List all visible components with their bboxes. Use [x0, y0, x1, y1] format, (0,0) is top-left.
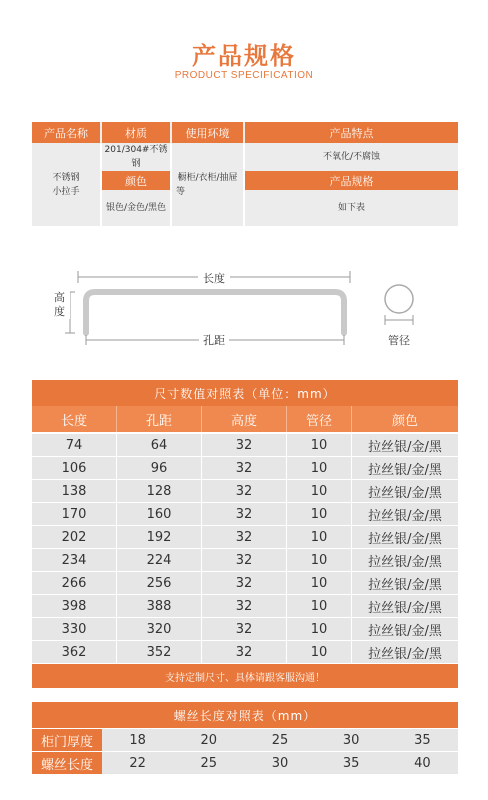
- table-cell: 10: [287, 641, 352, 663]
- table-cell: 拉丝银/金/黑: [368, 508, 442, 524]
- table-cell: 224: [117, 549, 202, 571]
- table-cell: 拉丝银/金/黑: [368, 439, 442, 455]
- table-cell: 10: [287, 549, 352, 571]
- table-cell: 32: [202, 641, 287, 663]
- height-label: 高度: [54, 291, 70, 319]
- product-name-line2: 小拉手: [52, 186, 80, 197]
- table-row: [32, 457, 458, 479]
- screw-row-label: 螺丝长度: [32, 752, 102, 774]
- header-length: 长度: [32, 406, 117, 432]
- spec-table: [32, 122, 458, 226]
- features-value: 不氧化/不腐蚀: [322, 152, 381, 162]
- material-header: 材质: [102, 122, 170, 143]
- screw-cell: 40: [414, 755, 431, 771]
- table-cell: 362: [32, 641, 117, 663]
- features-header: 产品特点: [245, 122, 458, 143]
- table-cell: 64: [117, 434, 202, 456]
- handle-shape: [86, 292, 344, 333]
- table-cell: 170: [32, 503, 117, 525]
- environment-line2: 等: [176, 186, 186, 197]
- size-table-title: 尺寸数值对照表（单位：mm）: [32, 380, 458, 406]
- header-color: 颜色: [391, 413, 418, 429]
- table-cell: 拉丝银/金/黑: [368, 623, 442, 639]
- material-value: 201/304#不锈钢: [104, 145, 168, 169]
- table-cell: 388: [117, 595, 202, 617]
- table-cell: 74: [32, 434, 117, 456]
- screw-cell: 35: [414, 732, 431, 748]
- table-cell: 320: [117, 618, 202, 640]
- table-cell: 256: [117, 572, 202, 594]
- environment-value: [172, 143, 243, 226]
- table-cell: 398: [32, 595, 117, 617]
- screw-cell: 22: [129, 755, 146, 771]
- hole-distance-label: 孔距: [199, 332, 229, 348]
- table-cell: 32: [202, 526, 287, 548]
- screw-table-title: 螺丝长度对照表（mm）: [32, 702, 458, 728]
- table-cell: 202: [32, 526, 117, 548]
- product-name-value: [32, 143, 100, 226]
- table-row: [32, 641, 458, 663]
- table-cell: 拉丝银/金/黑: [368, 462, 442, 478]
- product-name-header: 产品名称: [32, 122, 100, 143]
- table-row: [32, 434, 458, 456]
- table-cell: 拉丝银/金/黑: [368, 600, 442, 616]
- screw-cell: 25: [271, 732, 289, 748]
- table-row: [32, 480, 458, 502]
- table-row: [32, 595, 458, 617]
- table-cell: 32: [202, 434, 287, 456]
- table-cell: 10: [287, 503, 352, 525]
- environment-line1: 橱柜/衣柜/抽屉: [177, 172, 238, 183]
- table-cell: 拉丝银/金/黑: [368, 554, 442, 570]
- screw-cell: 30: [342, 732, 360, 748]
- screw-cell: 25: [200, 755, 218, 771]
- header-hole-distance: 孔距: [117, 406, 202, 432]
- table-cell: 拉丝银/金/黑: [368, 646, 442, 662]
- screw-cell: 35: [342, 755, 360, 771]
- table-cell: 10: [287, 572, 352, 594]
- table-cell: 330: [32, 618, 117, 640]
- spec-value: 如下表: [337, 203, 365, 213]
- screw-cell: 30: [271, 755, 289, 771]
- header-height: 高度: [202, 406, 287, 432]
- length-label: 长度: [198, 270, 230, 286]
- table-cell: 96: [117, 457, 202, 479]
- table-cell: 拉丝银/金/黑: [368, 485, 442, 501]
- size-table-footer: 支持定制尺寸、具体请跟客服沟通！: [32, 664, 458, 688]
- table-row: [32, 549, 458, 571]
- screw-row: [32, 752, 458, 774]
- table-cell: 32: [202, 457, 287, 479]
- header-diameter: 管径: [287, 406, 352, 432]
- screw-cell: 20: [200, 732, 218, 748]
- size-table-header: [32, 406, 458, 432]
- table-cell: 拉丝银/金/黑: [368, 577, 442, 593]
- table-cell: 10: [287, 526, 352, 548]
- table-cell: 32: [202, 480, 287, 502]
- table-cell: 拉丝银/金/黑: [368, 531, 442, 547]
- screw-row-label: 柜门厚度: [32, 729, 102, 751]
- screw-row: [32, 729, 458, 751]
- table-cell: 266: [32, 572, 117, 594]
- page-subtitle: PRODUCT SPECIFICATION: [174, 70, 314, 81]
- color-value: 银色/金色/黑色: [105, 203, 167, 213]
- tube-cross-section: [385, 285, 413, 313]
- environment-header: 使用环境: [172, 122, 243, 143]
- table-cell: 160: [117, 503, 202, 525]
- table-cell: 32: [202, 549, 287, 571]
- diameter-label: 管径: [388, 334, 410, 347]
- table-cell: 192: [117, 526, 202, 548]
- table-cell: 234: [32, 549, 117, 571]
- table-cell: 352: [117, 641, 202, 663]
- table-cell: 32: [202, 572, 287, 594]
- table-cell: 10: [287, 595, 352, 617]
- table-cell: 10: [287, 434, 352, 456]
- table-row: [32, 526, 458, 548]
- product-name-line1: 不锈钢: [52, 172, 80, 183]
- table-cell: 10: [287, 480, 352, 502]
- screw-cell: 18: [129, 732, 146, 748]
- table-row: [32, 503, 458, 525]
- page-title: 产品规格: [192, 42, 296, 70]
- table-row: [32, 618, 458, 640]
- spec-header: 产品规格: [245, 171, 458, 190]
- table-cell: 32: [202, 503, 287, 525]
- color-header: 颜色: [102, 171, 170, 190]
- table-cell: 128: [117, 480, 202, 502]
- table-row: [32, 572, 458, 594]
- table-cell: 32: [202, 618, 287, 640]
- table-cell: 106: [32, 457, 117, 479]
- table-cell: 10: [287, 457, 352, 479]
- table-cell: 10: [287, 618, 352, 640]
- table-cell: 32: [202, 595, 287, 617]
- table-cell: 138: [32, 480, 117, 502]
- handle-diagram: [0, 255, 488, 355]
